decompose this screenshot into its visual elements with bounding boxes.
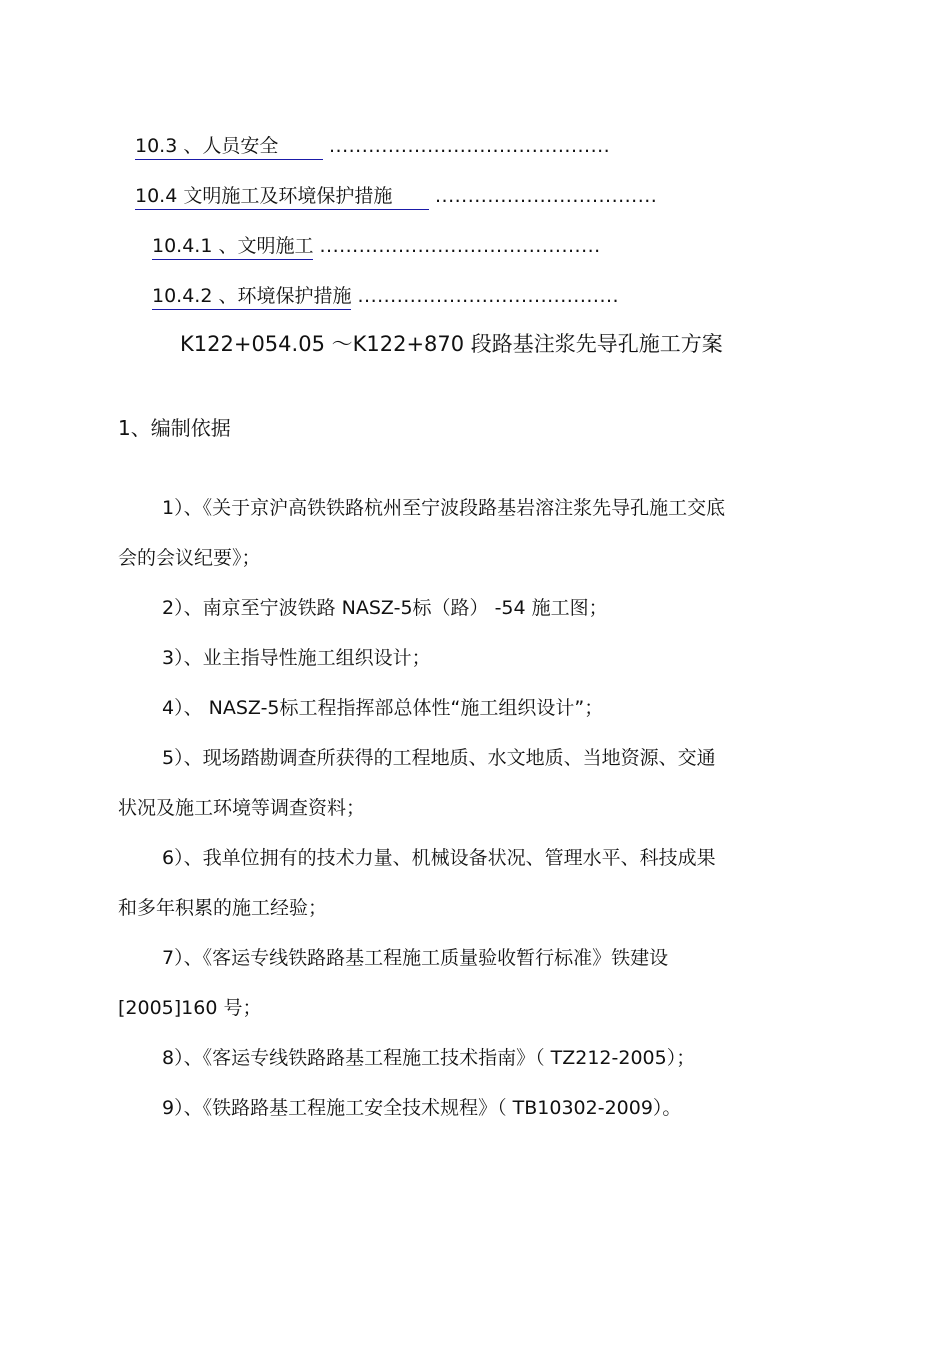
section-heading: 1、编制依据: [118, 416, 231, 440]
toc-entry-10-4[interactable]: [135, 184, 657, 210]
basis-item-5-line-1: 5）、现场踏勘调查所获得的工程地质、水文地质、当地资源、交通: [162, 747, 716, 769]
toc-leader-10-4: ..................................: [435, 185, 658, 207]
toc-leader-10-3: ...........................................: [329, 135, 611, 157]
basis-item-7-line-1: 7）、《客运专线铁路路基工程施工质量验收暂行标准》铁建设: [162, 947, 669, 969]
basis-item-8: 8）、《客运专线铁路路基工程施工技术指南》（ TZ212-2005）；: [162, 1047, 696, 1069]
toc-leader-10-4-1: ...........................................: [319, 235, 601, 257]
basis-item-2: 2）、南京至宁波铁路 NASZ-5标（路） -54 施工图；: [162, 597, 608, 619]
document-title: K122+054.05 ～K122+870 段路基注浆先导孔施工方案: [180, 332, 723, 356]
basis-item-6-line-2: 和多年积累的施工经验；: [118, 897, 328, 919]
basis-item-5-line-2: 状况及施工环境等调查资料；: [118, 797, 366, 819]
toc-link-10-4-2[interactable]: 10.4.2 、环境保护措施: [152, 284, 351, 310]
basis-item-6-line-1: 6）、我单位拥有的技术力量、机械设备状况、管理水平、科技成果: [162, 847, 716, 869]
basis-item-4: 4）、 NASZ-5标工程指挥部总体性“施工组织设计”；: [162, 697, 604, 719]
toc-entry-10-4-1[interactable]: [152, 234, 601, 260]
toc-link-10-3[interactable]: 10.3 、人员安全: [135, 134, 323, 160]
basis-item-1-line-2: 会的会议纪要》；: [118, 547, 261, 569]
toc-link-10-4[interactable]: 10.4 文明施工及环境保护措施: [135, 184, 429, 210]
basis-item-3: 3）、业主指导性施工组织设计；: [162, 647, 431, 669]
basis-item-1-line-1: 1）、《关于京沪高铁铁路杭州至宁波段路基岩溶注浆先导孔施工交底: [162, 497, 726, 519]
toc-entry-10-3[interactable]: [135, 134, 610, 160]
toc-leader-10-4-2: ........................................: [357, 285, 620, 307]
toc-entry-10-4-2[interactable]: [152, 284, 619, 310]
basis-item-9: 9）、《铁路路基工程施工安全技术规程》（ TB10302-2009）。: [162, 1097, 682, 1119]
basis-item-7-line-2: [2005]160 号；: [118, 997, 262, 1019]
toc-link-10-4-1[interactable]: 10.4.1 、文明施工: [152, 234, 313, 260]
